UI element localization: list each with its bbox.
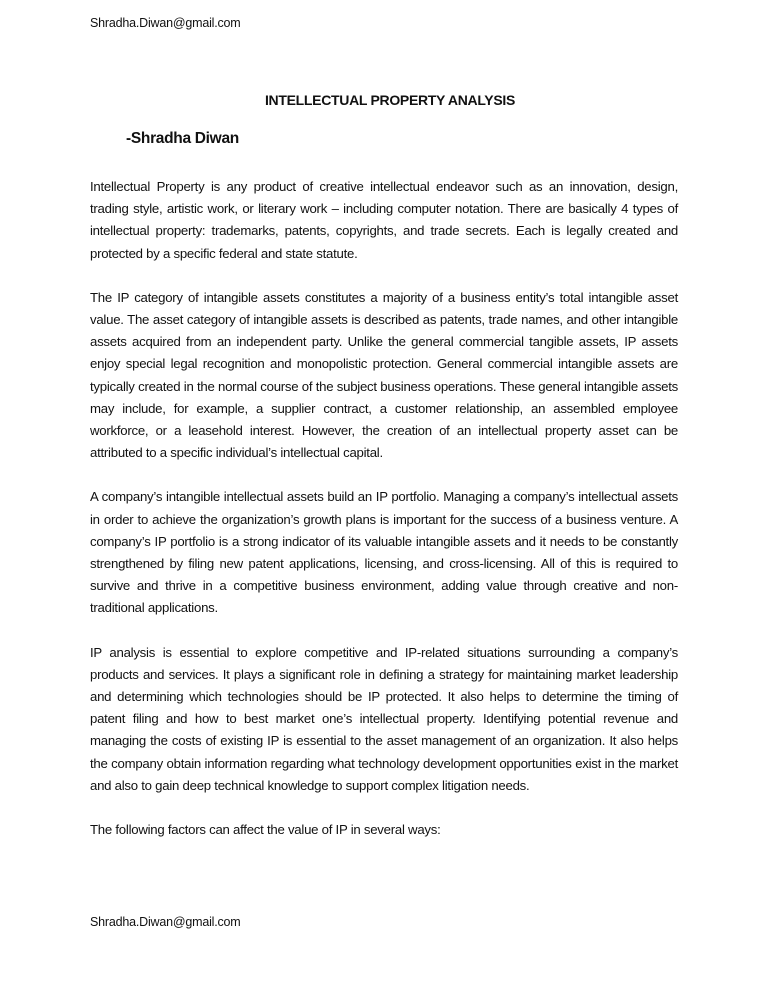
- paragraph-intangible-assets: The IP category of intangible assets constitutes a majority of a business entity’s total intangible asset value. The asset category of intangible assets is described as patents, trade names, and other intangible assets acquired from an independent party. Unlike the general commercial tangible assets, IP assets enjoy special legal recognition and monopolistic protection. General commercial intangible assets are typically created in the normal course of the subject business operations. These general intangible assets may include, for example, a supplier contract, a customer relationship, an assembled employee workforce, or a leasehold interest. However, the creation of an intellectual property asset can be attributed to a specific individual’s intellectual capital.: [90, 289, 678, 461]
- page-footer-email: Shradha.Diwan@gmail.com: [90, 915, 241, 929]
- document-body: [90, 176, 678, 863]
- paragraph-ip-portfolio: A company’s intangible intellectual assets build an IP portfolio. Managing a company’s intellectual assets in order to achieve the organization’s growth plans is important for the success of a business venture. A company’s IP portfolio is a strong indicator of its valuable intangible assets and it needs to be constantly strengthened by filing new patent applications, licensing, and cross-licensing. All of this is required to survive and thrive in a competitive business environment, adding value through creative and non-traditional applications.: [90, 489, 678, 616]
- page-header-email: Shradha.Diwan@gmail.com: [90, 16, 241, 30]
- document-author: -Shradha Diwan: [126, 130, 239, 147]
- paragraph-ip-definition: Intellectual Property is any product of creative intellectual endeavor such as an innovation, design, trading style, artistic work, or literary work – including computer notation. There are basically 4 types of intellectual property: trademarks, patents, copyrights, and trade secrets. Each is legally created and protected by a specific federal and state statute.: [90, 179, 678, 261]
- paragraph-ip-analysis: IP analysis is essential to explore competitive and IP-related situations surrounding a company’s products and services. It plays a significant role in defining a strategy for maintaining market leadership and determining which technologies should be IP protected. It also helps to determine the timing of patent filing and how to best market one’s intellectual property. Identifying potential revenue and managing the costs of existing IP is essential to the asset management of an organization. It also helps the company obtain information regarding what technology development opportunities exist in the market and also to gain deep technical knowledge to support complex litigation needs.: [90, 644, 678, 793]
- paragraph-factors-intro: The following factors can affect the value of IP in several ways:: [90, 822, 441, 838]
- document-title: INTELLECTUAL PROPERTY ANALYSIS: [264, 92, 516, 108]
